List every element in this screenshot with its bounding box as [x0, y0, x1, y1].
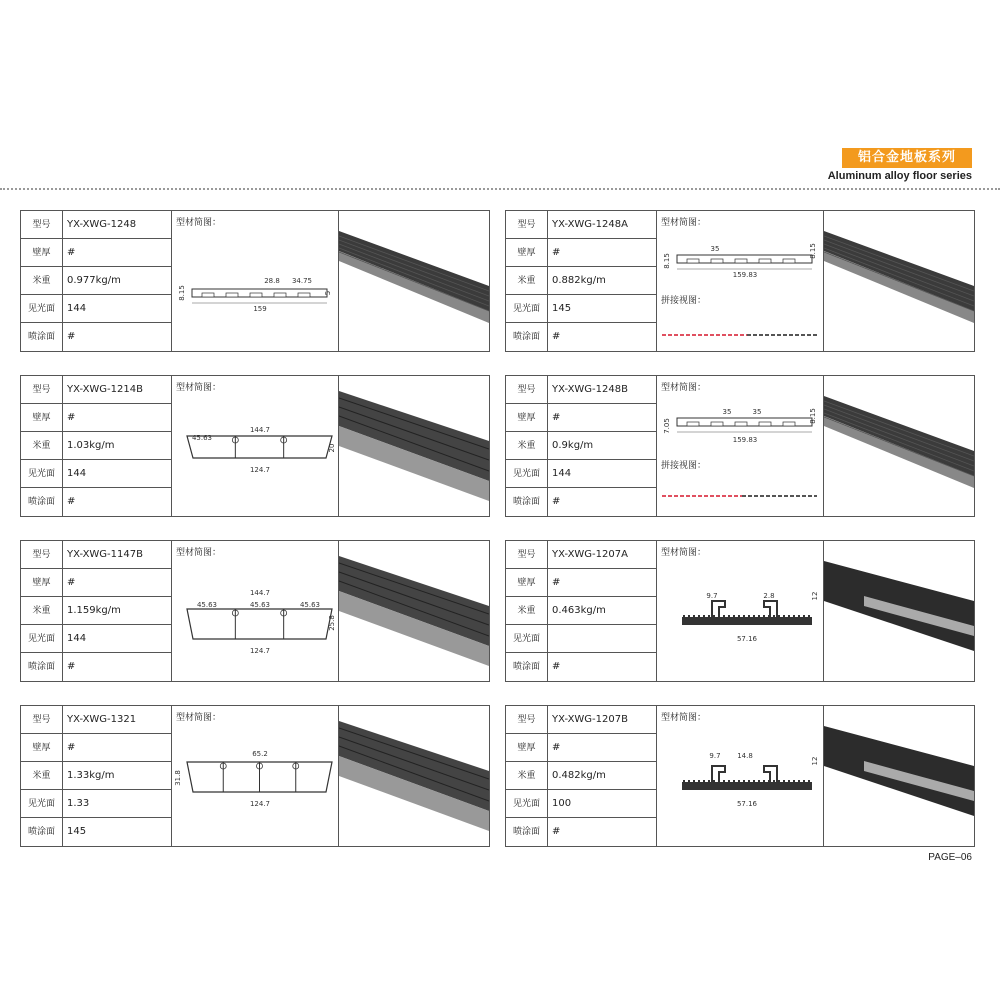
product-card — [505, 375, 975, 517]
spec-label-thickness: 壁厚 — [21, 239, 63, 267]
dim-bottom: 124.7 — [249, 466, 271, 474]
dim-h: 8.15 — [178, 285, 186, 301]
dim-width: 159 — [253, 305, 267, 313]
dim-h: 25.8 — [328, 615, 336, 631]
spec-value-weight: 0.882kg/m — [548, 267, 657, 295]
dim-width: 57.16 — [736, 635, 758, 643]
product-photo-frame — [339, 211, 489, 351]
profile-drawing — [172, 376, 338, 516]
spec-value-thickness: # — [548, 569, 657, 597]
dim-d2: 34.75 — [291, 277, 313, 285]
dim-top: 65.2 — [252, 750, 268, 758]
spec-label-spray: 喷涂面 — [506, 488, 548, 516]
profile-diagram — [657, 541, 824, 681]
spec-label-weight: 米重 — [506, 267, 548, 295]
product-card — [505, 540, 975, 682]
profile-drawing — [657, 541, 823, 681]
spec-label-visible: 见光面 — [21, 790, 63, 818]
spec-label-model: 型号 — [506, 541, 548, 569]
spec-label-weight: 米重 — [506, 432, 548, 460]
assembly-caption: 拼接视图： — [661, 296, 707, 306]
dim-h: 12 — [811, 756, 819, 766]
product-photo-frame — [339, 706, 489, 846]
dim-d2: 35 — [752, 408, 762, 416]
spec-value-spray: # — [548, 323, 657, 351]
dim-width: 57.16 — [736, 800, 758, 808]
dim-d1: 9.7 — [706, 592, 718, 600]
dim-d1: 35 — [722, 408, 732, 416]
series-title-en: Aluminum alloy floor series — [827, 170, 972, 182]
product-photo — [824, 376, 974, 516]
spec-value-weight: 1.03kg/m — [63, 432, 172, 460]
spec-value-spray: # — [63, 488, 172, 516]
spec-label-model: 型号 — [506, 211, 548, 239]
assembly-caption: 拼接视图： — [661, 461, 707, 471]
dim-d1: 35 — [710, 245, 720, 253]
dim-d2: 14.8 — [737, 752, 753, 760]
profile-diagram — [172, 541, 339, 681]
spec-label-weight: 米重 — [21, 597, 63, 625]
spec-value-thickness: # — [63, 734, 172, 762]
spec-value-thickness: # — [548, 239, 657, 267]
profile-caption: 型材简图： — [176, 713, 222, 723]
dim-bottom: 124.7 — [249, 800, 271, 808]
spec-label-weight: 米重 — [506, 762, 548, 790]
dim-top: 144.7 — [249, 589, 271, 597]
spec-label-spray: 喷涂面 — [506, 653, 548, 681]
spec-label-thickness: 壁厚 — [506, 734, 548, 762]
spec-label-visible: 见光面 — [21, 460, 63, 488]
spec-label-thickness: 壁厚 — [21, 404, 63, 432]
dim-d2: 45.63 — [249, 601, 271, 609]
profile-diagram — [172, 376, 339, 516]
profile-drawing — [657, 211, 823, 351]
spec-label-thickness: 壁厚 — [506, 239, 548, 267]
spec-value-model: YX-XWG-1207A — [548, 541, 657, 569]
spec-value-visible: 144 — [63, 460, 172, 488]
product-card — [505, 705, 975, 847]
spec-value-spray: # — [63, 323, 172, 351]
spec-value-weight: 0.9kg/m — [548, 432, 657, 460]
profile-drawing — [172, 211, 338, 351]
spec-value-weight: 0.482kg/m — [548, 762, 657, 790]
product-photo-frame — [824, 706, 974, 846]
spec-value-visible: 144 — [63, 625, 172, 653]
dim-d1: 45.63 — [191, 434, 213, 442]
spec-label-visible: 见光面 — [21, 295, 63, 323]
spec-label-visible: 见光面 — [21, 625, 63, 653]
spec-label-model: 型号 — [21, 211, 63, 239]
dim-d1: 45.63 — [196, 601, 218, 609]
spec-label-thickness: 壁厚 — [506, 404, 548, 432]
product-card — [505, 210, 975, 352]
dim-h: 12 — [811, 591, 819, 601]
profile-diagram — [172, 706, 339, 846]
dim-d1: 28.8 — [264, 277, 280, 285]
dim-h: 8.15 — [663, 253, 671, 269]
profile-diagram — [172, 211, 339, 351]
product-photo — [339, 376, 489, 516]
spec-label-spray: 喷涂面 — [21, 818, 63, 846]
spec-label-spray: 喷涂面 — [21, 488, 63, 516]
spec-label-model: 型号 — [21, 706, 63, 734]
product-photo — [824, 211, 974, 351]
page-number: PAGE–06 — [928, 852, 972, 863]
spec-value-thickness: # — [63, 404, 172, 432]
spec-label-spray: 喷涂面 — [506, 818, 548, 846]
dim-width: 159.83 — [732, 271, 758, 279]
spec-value-weight: 1.33kg/m — [63, 762, 172, 790]
spec-label-weight: 米重 — [506, 597, 548, 625]
product-photo — [339, 211, 489, 351]
profile-caption: 型材简图： — [176, 383, 222, 393]
spec-value-visible: 144 — [63, 295, 172, 323]
product-photo — [824, 706, 974, 846]
spec-label-model: 型号 — [506, 706, 548, 734]
spec-value-model: YX-XWG-1214B — [63, 376, 172, 404]
dim-h2: 8.15 — [809, 243, 817, 259]
spec-label-visible: 见光面 — [506, 625, 548, 653]
spec-label-spray: 喷涂面 — [21, 653, 63, 681]
series-title-zh: 铝合金地板系列 — [842, 148, 972, 168]
profile-drawing — [657, 706, 823, 846]
profile-caption: 型材简图： — [661, 713, 707, 723]
spec-label-weight: 米重 — [21, 762, 63, 790]
profile-caption: 型材简图： — [176, 548, 222, 558]
product-photo-frame — [339, 376, 489, 516]
spec-label-visible: 见光面 — [506, 295, 548, 323]
spec-value-weight: 1.159kg/m — [63, 597, 172, 625]
spec-value-visible — [548, 625, 657, 653]
dim-top: 144.7 — [249, 426, 271, 434]
spec-label-spray: 喷涂面 — [21, 323, 63, 351]
dim-bottom: 124.7 — [249, 647, 271, 655]
product-photo — [339, 706, 489, 846]
spec-label-weight: 米重 — [21, 267, 63, 295]
spec-label-model: 型号 — [21, 541, 63, 569]
spec-label-spray: 喷涂面 — [506, 323, 548, 351]
spec-value-model: YX-XWG-1248B — [548, 376, 657, 404]
spec-value-model: YX-XWG-1321 — [63, 706, 172, 734]
spec-value-visible: 100 — [548, 790, 657, 818]
spec-value-weight: 0.463kg/m — [548, 597, 657, 625]
spec-value-thickness: # — [63, 239, 172, 267]
spec-value-model: YX-XWG-1207B — [548, 706, 657, 734]
product-photo — [339, 541, 489, 681]
profile-diagram — [657, 706, 824, 846]
spec-value-thickness: # — [548, 404, 657, 432]
product-photo-frame — [824, 376, 974, 516]
dim-d1: 9.7 — [709, 752, 721, 760]
spec-value-spray: # — [63, 653, 172, 681]
spec-label-model: 型号 — [506, 376, 548, 404]
product-photo-frame — [824, 211, 974, 351]
spec-value-model: YX-XWG-1248A — [548, 211, 657, 239]
spec-value-spray: 145 — [63, 818, 172, 846]
dotted-divider — [0, 188, 1000, 190]
spec-value-thickness: # — [548, 734, 657, 762]
dim-d2: 2.8 — [763, 592, 775, 600]
profile-caption: 型材简图： — [661, 218, 707, 228]
spec-value-model: YX-XWG-1147B — [63, 541, 172, 569]
product-card — [20, 540, 490, 682]
product-photo-frame — [339, 541, 489, 681]
product-card — [20, 705, 490, 847]
profile-diagram — [657, 376, 824, 516]
spec-value-spray: # — [548, 818, 657, 846]
dim-width: 159.83 — [732, 436, 758, 444]
dim-h: 7.05 — [663, 418, 671, 434]
dim-h2: 8.15 — [809, 408, 817, 424]
profile-drawing — [657, 376, 823, 516]
product-card — [20, 210, 490, 352]
profile-drawing — [172, 541, 338, 681]
dim-h2: 5 — [324, 290, 332, 296]
product-photo-frame — [824, 541, 974, 681]
spec-value-weight: 0.977kg/m — [63, 267, 172, 295]
spec-label-weight: 米重 — [21, 432, 63, 460]
profile-caption: 型材简图： — [176, 218, 222, 228]
profile-caption: 型材简图： — [661, 548, 707, 558]
spec-label-thickness: 壁厚 — [506, 569, 548, 597]
dim-h: 31.8 — [174, 770, 182, 786]
dim-h: 20 — [328, 443, 336, 453]
product-photo — [824, 541, 974, 681]
spec-label-thickness: 壁厚 — [21, 734, 63, 762]
spec-value-visible: 145 — [548, 295, 657, 323]
spec-value-visible: 1.33 — [63, 790, 172, 818]
spec-label-model: 型号 — [21, 376, 63, 404]
spec-label-thickness: 壁厚 — [21, 569, 63, 597]
profile-drawing — [172, 706, 338, 846]
spec-label-visible: 见光面 — [506, 460, 548, 488]
spec-value-model: YX-XWG-1248 — [63, 211, 172, 239]
spec-label-visible: 见光面 — [506, 790, 548, 818]
product-card — [20, 375, 490, 517]
dim-d3: 45.63 — [299, 601, 321, 609]
spec-value-spray: # — [548, 653, 657, 681]
spec-value-spray: # — [548, 488, 657, 516]
profile-caption: 型材简图： — [661, 383, 707, 393]
profile-diagram — [657, 211, 824, 351]
spec-value-visible: 144 — [548, 460, 657, 488]
spec-value-thickness: # — [63, 569, 172, 597]
